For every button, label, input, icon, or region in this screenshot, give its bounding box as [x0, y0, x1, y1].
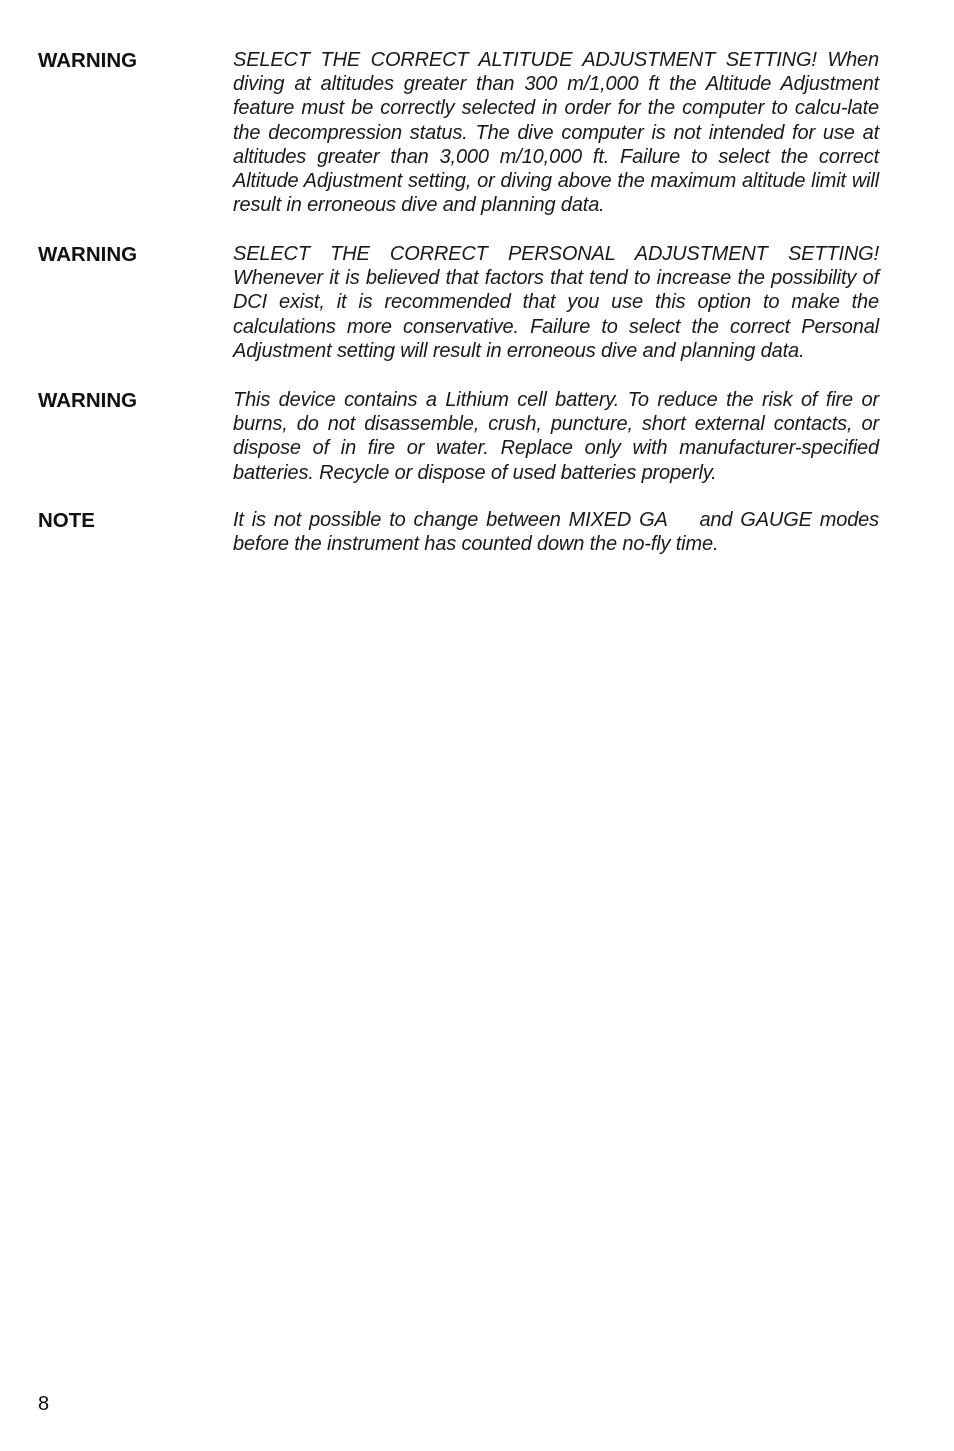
notice-text: SELECT THE CORRECT PERSONAL ADJUSTMENT SETTING! Whenever it is believed that factors that tend to increase the possibility of DCI exist, it is recommended that you use this option to make the calculations more conservative. Failure to select the correct Personal Adjustment setting will result in erroneous dive and planning data. — [233, 243, 879, 362]
page-number: 8 — [38, 1393, 50, 1415]
notice-label: WARNING — [38, 389, 138, 412]
notice-text: It is not possible to change between MIXED GA and GAUGE modes before the instrument has counted down the no-fly time. — [233, 509, 879, 556]
notice-label: WARNING — [38, 49, 138, 72]
notice-label: WARNING — [38, 243, 138, 266]
notice-text: This device contains a Lithium cell battery. To reduce the risk of fire or burns, do not disassemble, crush, puncture, short external contacts, or dispose of in fire or water. Replace only with manufacturer-specified batteries. Recycle or dispose of used batteries properly. — [233, 389, 879, 484]
notice-text: SELECT THE CORRECT ALTITUDE ADJUSTMENT SETTING! When diving at altitudes greater than 300 m/1,000 ft the Altitude Adjustment feature must be correctly selected in order for the computer to calcu-late the decompression status. The dive computer is not intended for use at altitudes greater than 3,000 m/10,000 ft. Failure to select the correct Altitude Adjustment setting, or diving above the maximum altitude limit will result in erroneous dive and planning data. — [233, 49, 879, 217]
notice-label: NOTE — [38, 509, 95, 532]
